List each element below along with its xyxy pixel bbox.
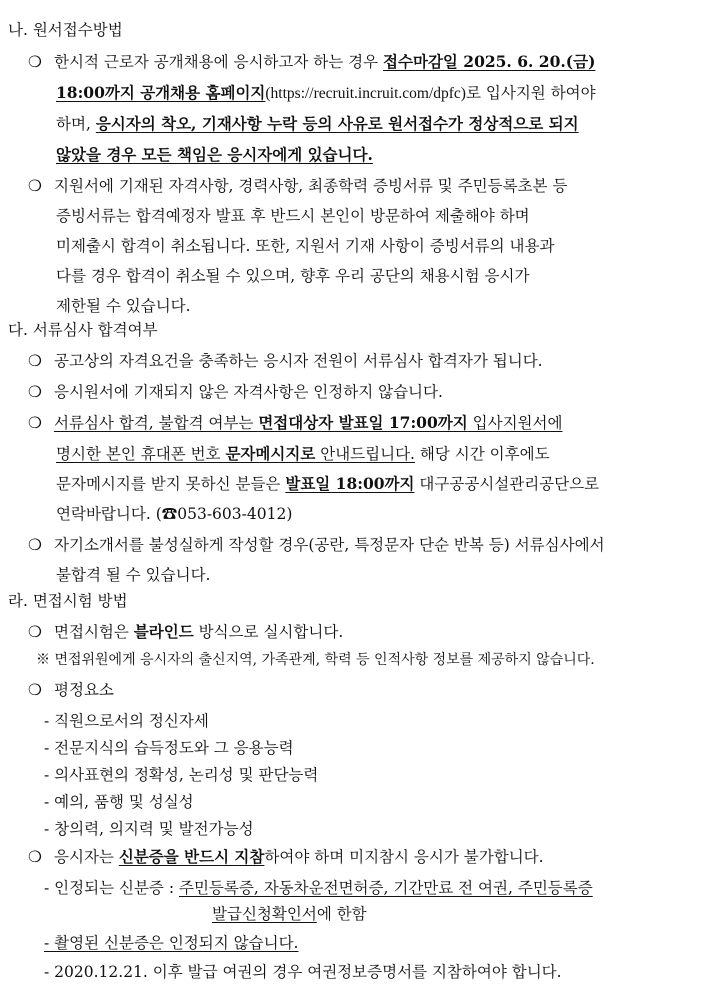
bullet-marker: ❍ [28, 414, 42, 432]
evaluation-factor: - 창의력, 의지력 및 발전가능성 [44, 820, 254, 838]
recruitment-notice-document: 나. 원서접수방법 ❍ 한시적 근로자 공개채용에 응시하고자 하는 경우 접수마감일 2025. 6. 20.(금) 18:00까지 공개채용 홈페이지(https://recruit.incruit.com/dpfc)로 입사지원 하여야 하며, 응시자의 착오, 기재사항 누락 등의 사유로 원서접수가 정상적으로 되지 않았을 경우 모든 책임은 응시자에게 있습니다. ❍ 지원서에 기재된 자격사항, 경력사항, 최종학력 증빙서류 및 주민등록초본 등 증빙서류는 합격예정자 발표 후 반드시 본인이 방문하여 제출해야 하며 미제출시 합격이 취소됩니다. 또한, 지원서 기재 사항이 증빙서류의 내용과 다를 경우 합격이 취소될 수 있으며, 향후 우리 공단의 채용시험 응시가 제한될 수 있습니다. 다. 서류심사 합격여부 ❍ 공고상의 자격요건을 충족하는 응시자 전원이 서류심사 합격자가 됩니다. ❍ 응시원서에 기재되지 않은 자격사항은 인정하지 않습니다. ❍ 서류심사 합격, 불합격 여부는 면접대상자 발표일 17:00까지 입사지원서에 명시한 본인 휴대폰 번호 문자메시지로 안내드립니다. 해당 시간 이후에도 문자메시지를 받지 못하신 분들은 발표일 18:00까지 대구공공시설관리공단으로 연락바랍니다. (☎053-603-4012) ❍ 자기소개서를 불성실하게 작성할 경우(공란, 특정문자 단순 반복 등) 서류심사에서 불합격 될 수 있습니다. 라. 면접시험 방법 ❍ 면접시험은 블라인드 방식으로 실시합니다. ※ 면접위원에게 응시자의 출신지역, 가족관계, 학력 등 인적사항 정보를 제공하지 않습니다. ❍ 평정요소 - 직원으로서의 정신자세 - 전문지식의 습득정도와 그 응용능력 - 의사표현의 정확성, 논리성 및 판단능력 - 예의, 품행 및 성실성 - 창의력, 의지력 및 발전가능성 ❍ 응시자는 신분증을 반드시 지참하여야 하며 미지참시 응시가 불가합니다. - 인정되는 신분증 : 주민등록증, 자동차운전면허증, 기간만료 전 여권, 주민등록증 발급신청확인서에 한함 - 촬영된 신분증은 인정되지 않습니다. - 2020.12.21. 이후 발급 여권의 경우 여권정보증명서를 지참하여야 합니다. [8, 21, 605, 981]
photo-id-not-accepted: - 촬영된 신분증은 인정되지 않습니다. [44, 934, 299, 952]
bullet-marker: ❍ [28, 383, 42, 401]
interview-note: ※ 면접위원에게 응시자의 출신지역, 가족관계, 학력 등 인적사항 정보를 제공하지 않습니다. [36, 652, 595, 668]
evaluation-factor: - 의사표현의 정확성, 논리성 및 판단능력 [44, 766, 319, 784]
bullet-unlisted-qualifications: ❍ 응시원서에 기재되지 않은 자격사항은 인정하지 않습니다. [28, 383, 443, 401]
passport-note: - 2020.12.21. 이후 발급 여권의 경우 여권정보증명서를 지참하여야 합니다. [44, 963, 562, 981]
bullet-id-required: ❍ 응시자는 신분증을 반드시 지참하여야 하며 미지참시 응시가 불가합니다. [28, 847, 544, 866]
section-heading-document-screening: 다. 서류심사 합격여부 [8, 321, 158, 339]
bullet-marker: ❍ [28, 681, 42, 699]
bullet-evidence-documents: ❍ 지원서에 기재된 자격사항, 경력사항, 최종학력 증빙서류 및 주민등록초본 등 [28, 177, 568, 195]
bullet-marker: ❍ [28, 53, 42, 71]
bullet-evaluation-factors: ❍ 평정요소 [28, 681, 114, 699]
evaluation-factor: - 직원으로서의 정신자세 [44, 712, 209, 730]
bullet-marker: ❍ [28, 352, 42, 370]
bullet-result-notification: ❍ 서류심사 합격, 불합격 여부는 면접대상자 발표일 17:00까지 입사지원서에 [28, 413, 563, 432]
accepted-id-list: - 인정되는 신분증 : 주민등록증, 자동차운전면허증, 기간만료 전 여권, 주민등록증 [44, 879, 593, 897]
bullet-marker: ❍ [28, 848, 42, 866]
bullet-self-introduction: ❍ 자기소개서를 불성실하게 작성할 경우(공란, 특정문자 단순 반복 등) 서류심사에서 [28, 536, 605, 554]
bullet-marker: ❍ [28, 536, 42, 554]
recruit-url: (https://recruit.incruit.com/dpfc) [265, 85, 466, 102]
bullet-application-method: ❍ 한시적 근로자 공개채용에 응시하고자 하는 경우 접수마감일 2025. 6. 20.(금) [28, 52, 596, 71]
bullet-marker: ❍ [28, 177, 42, 195]
bullet-blind-interview: ❍ 면접시험은 블라인드 방식으로 실시합니다. [28, 622, 344, 641]
contact-phone: 연락바랍니다. (☎053-603-4012) [56, 505, 293, 523]
bullet-marker: ❍ [28, 623, 42, 641]
evaluation-factor: - 예의, 품행 및 성실성 [44, 793, 194, 811]
deadline-text: 접수마감일 2025. 6. 20.(금) [383, 52, 596, 71]
section-heading-interview: 라. 면접시험 방법 [8, 592, 128, 610]
responsibility-warning: 응시자의 착오, 기재사항 누락 등의 사유로 원서접수가 정상적으로 되지 [95, 114, 579, 133]
bullet-qualification: ❍ 공고상의 자격요건을 충족하는 응시자 전원이 서류심사 합격자가 됩니다. [28, 352, 543, 370]
section-heading-application: 나. 원서접수방법 [8, 21, 123, 39]
evaluation-factor: - 전문지식의 습득정도와 그 응용능력 [44, 739, 294, 757]
